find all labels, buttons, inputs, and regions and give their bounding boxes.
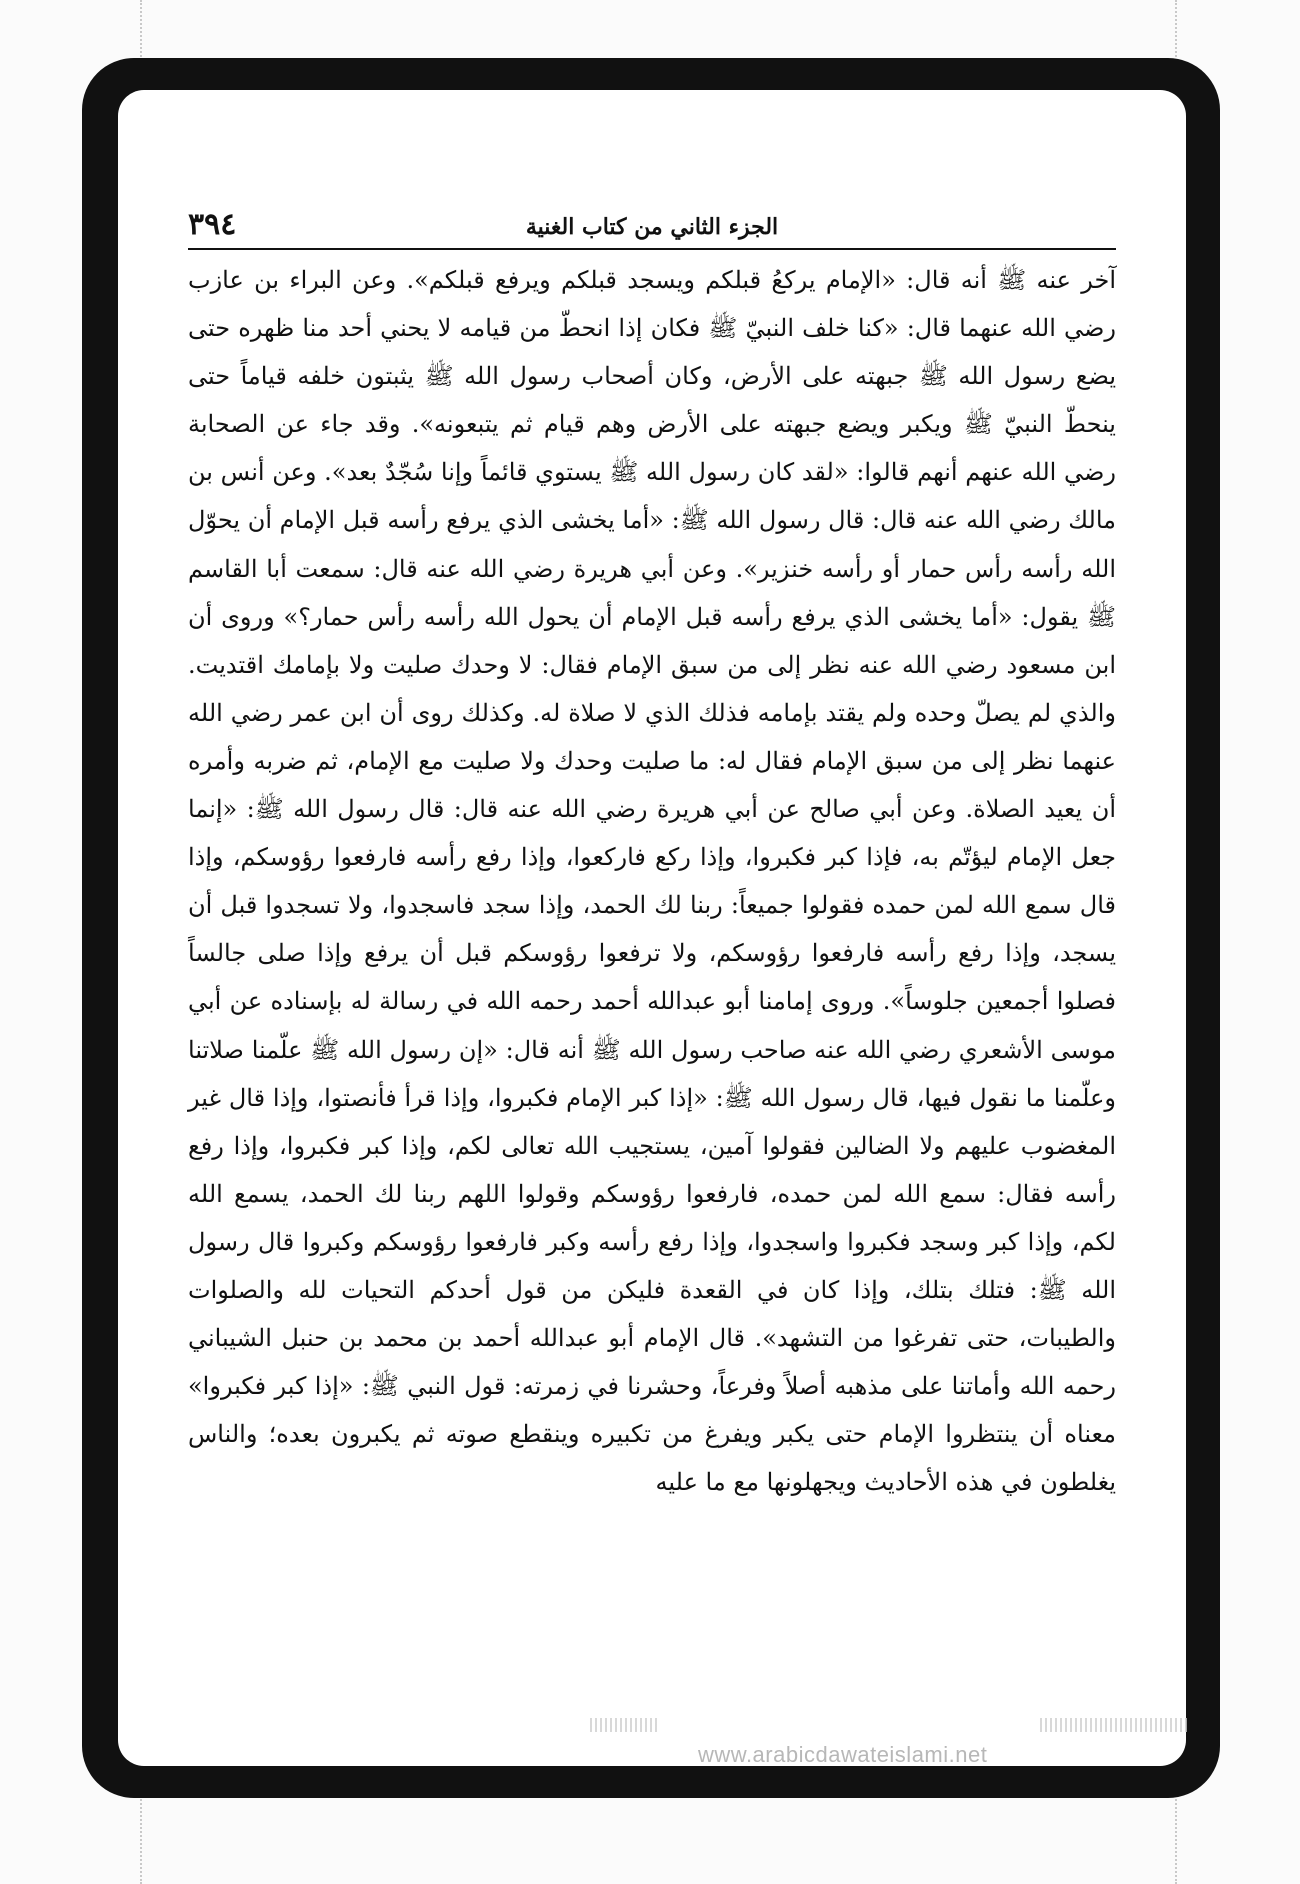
body-paragraph: آخر عنه ﷺ أنه قال: «الإمام يركعُ قبلكم ويسجد قبلكم ويرفع قبلكم». وعن البراء بن عازب رضي الله عنهما قال: «كنا خلف النبيّ ﷺ فكان إذا انحطّ من قيامه لا يحني أحد منا ظهره حتى يضع رسول الله ﷺ جبهته على الأرض، وكان أصحاب رسول الله ﷺ يثبتون خلفه قياماً حتى ينحطّ النبيّ ﷺ ويكبر ويضع جبهته على الأرض وهم قيام ثم يتبعونه». وقد جاء عن الصحابة رضي الله عنهم أنهم قالوا: «لقد كان رسول الله ﷺ يستوي قائماً وإنا سُجّدٌ بعد». وعن أنس بن مالك رضي الله عنه قال: قال رسول الله ﷺ: «أما يخشى الذي يرفع رأسه قبل الإمام أن يحوّل الله رأسه رأس حمار أو رأسه خنزير». وعن أبي هريرة رضي الله عنه قال: سمعت أبا القاسم ﷺ يقول: «أما يخشى الذي يرفع رأسه قبل الإمام أن يحول الله رأسه رأس حمار؟» وروى أن ابن مسعود رضي الله عنه نظر إلى من سبق الإمام فقال: لا وحدك صليت ولا بإمامك اقتديت. والذي لم يصلّ وحده ولم يقتد بإمامه فذلك الذي لا صلاة له. وكذلك روى أن ابن عمر رضي الله عنهما نظر إلى من سبق الإمام فقال له: ما صليت وحدك ولا صليت مع الإمام، ثم ضربه وأمره أن يعيد الصلاة. وعن أبي صالح عن أبي هريرة رضي الله عنه قال: قال رسول الله ﷺ: «إنما جعل الإمام ليؤتّم به، فإذا كبر فكبروا، وإذا ركع فاركعوا، وإذا رفع رأسه فارفعوا رؤوسكم، وإذا قال سمع الله لمن حمده فقولوا جميعاً: ربنا لك الحمد، وإذا سجد فاسجدوا، ولا تسجدوا قبل أن يسجد، وإذا رفع رأسه فارفعوا رؤوسكم، ولا ترفعوا رؤوسكم قبل أن يرفع وإذا صلى جالساً فصلوا أجمعين جلوساً». وروى إمامنا أبو عبدالله أحمد رحمه الله في رسالة له بإسناده عن أبي موسى الأشعري رضي الله عنه صاحب رسول الله ﷺ أنه قال: «إن رسول الله ﷺ علّمنا صلاتنا وعلّمنا ما نقول فيها، قال رسول الله ﷺ: «إذا كبر الإمام فكبروا، وإذا قرأ فأنصتوا، وإذا قال غير المغضوب عليهم ولا الضالين فقولوا آمين، يستجيب الله تعالى لكم، وإذا كبر فكبروا، وإذا رفع رأسه فقال: سمع الله لمن حمده، فارفعوا رؤوسكم وقولوا اللهم ربنا لك الحمد، يسمع الله لكم، وإذا كبر وسجد فكبروا واسجدوا، وإذا رفع رأسه وكبر فارفعوا رؤوسكم وكبروا قال رسول الله ﷺ: فتلك بتلك، وإذا كان في القعدة فليكن من قول أحدكم التحيات لله والصلوات والطيبات، حتى تفرغوا من التشهد». قال الإمام أبو عبدالله أحمد بن محمد بن حنبل الشيباني رحمه الله وأماتنا على مذهبه أصلاً وفرعاً، وحشرنا في زمرته: قول النبي ﷺ: «إذا كبر فكبروا» معناه أن ينتظروا الإمام حتى يكبر ويفرغ من تكبيره وينقطع صوته ثم يكبرون بعده؛ والناس يغلطون في هذه الأحاديث ويجهلونها مع ما عليه: [188, 266, 1117, 1497]
running-head: الجزء الثاني من كتاب الغنية: [525, 214, 779, 240]
watermark: www.arabicdawateislami.net: [698, 1742, 988, 1766]
scan-noise: [1040, 1718, 1190, 1732]
page-frame: [82, 58, 1220, 1798]
page-number: ٣٩٤: [188, 207, 237, 242]
page-header: [188, 198, 1116, 250]
scan-noise: [590, 1718, 660, 1732]
body-text: [188, 256, 1116, 1506]
book-page: [118, 90, 1186, 1766]
